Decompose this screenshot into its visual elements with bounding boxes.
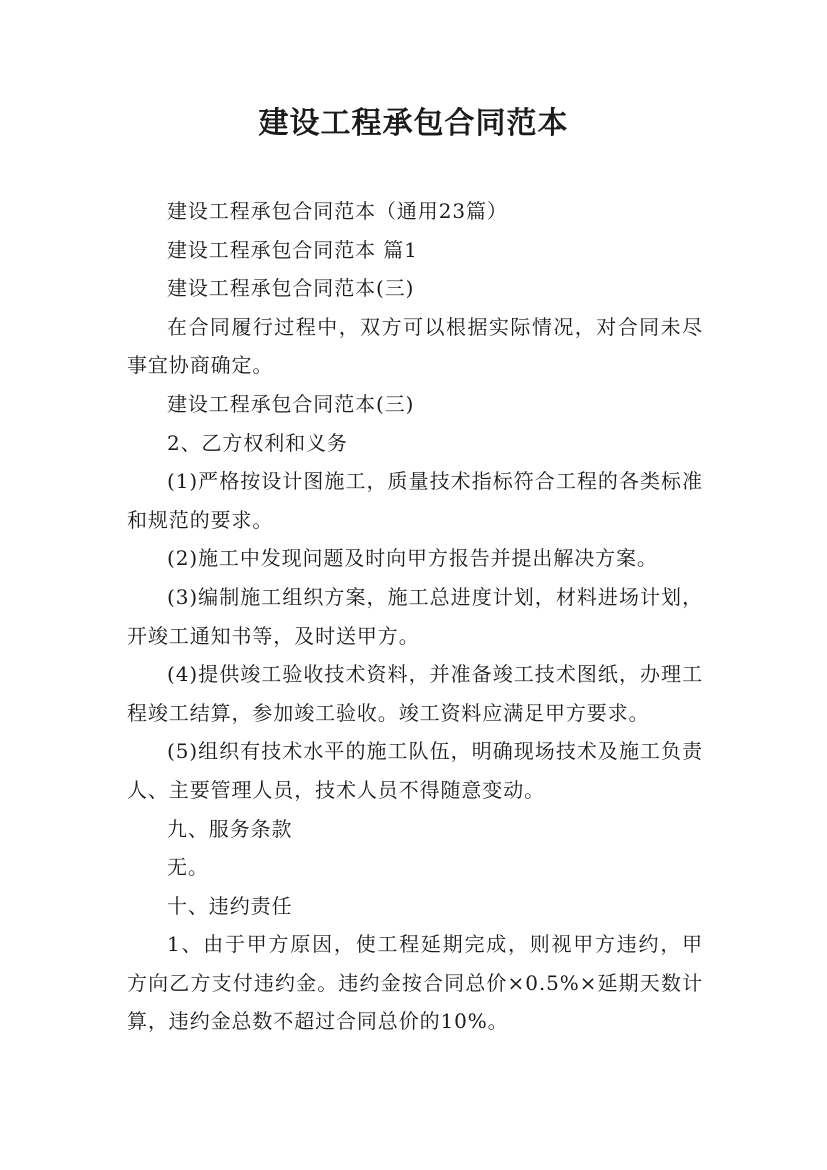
paragraph-section-heading: 建设工程承包合同范本 篇1	[167, 237, 418, 262]
paragraph-clause-heading: 九、服务条款	[167, 816, 293, 841]
paragraph-contract-heading: 建设工程承包合同范本(三)	[167, 276, 415, 301]
paragraph-clause-heading: 十、违约责任	[167, 893, 293, 918]
paragraph-list-item: (3)编制施工组织方案，施工总进度计划，材料进场计划，开竣工通知书等，及时送甲方。	[127, 584, 703, 648]
paragraph-text: 在合同履行过程中，双方可以根据实际情况，对合同未尽事宜协商确定。	[127, 314, 703, 378]
paragraph-list-item: (1)严格按设计图施工，质量技术指标符合工程的各类标准和规范的要求。	[127, 469, 703, 532]
paragraph-clause-heading: 2、乙方权利和义务	[167, 430, 348, 455]
paragraph-text: 1、由于甲方原因，使工程延期完成，则视甲方违约，甲方向乙方支付违约金。违约金按合同总价×0.5%×延期天数计算，违约金总数不超过合同总价的10%。	[127, 932, 703, 1034]
paragraph-list-item: (5)组织有技术水平的施工队伍，明确现场技术及施工负责人、主要管理人员，技术人员不得随意变动。	[127, 739, 703, 802]
paragraph-list-item: (2)施工中发现问题及时向甲方报告并提出解决方案。	[167, 546, 658, 571]
paragraph-subtitle: 建设工程承包合同范本（通用23篇）	[167, 199, 508, 223]
document-title: 建设工程承包合同范本	[258, 106, 569, 141]
paragraph-contract-heading: 建设工程承包合同范本(三)	[167, 391, 415, 416]
paragraph-text: 无。	[167, 855, 209, 880]
document-body	[127, 192, 703, 1041]
paragraph-list-item: (4)提供竣工验收技术资料，并准备竣工技术图纸，办理工程竣工结算，参加竣工验收。竣工资料应满足甲方要求。	[127, 662, 703, 725]
